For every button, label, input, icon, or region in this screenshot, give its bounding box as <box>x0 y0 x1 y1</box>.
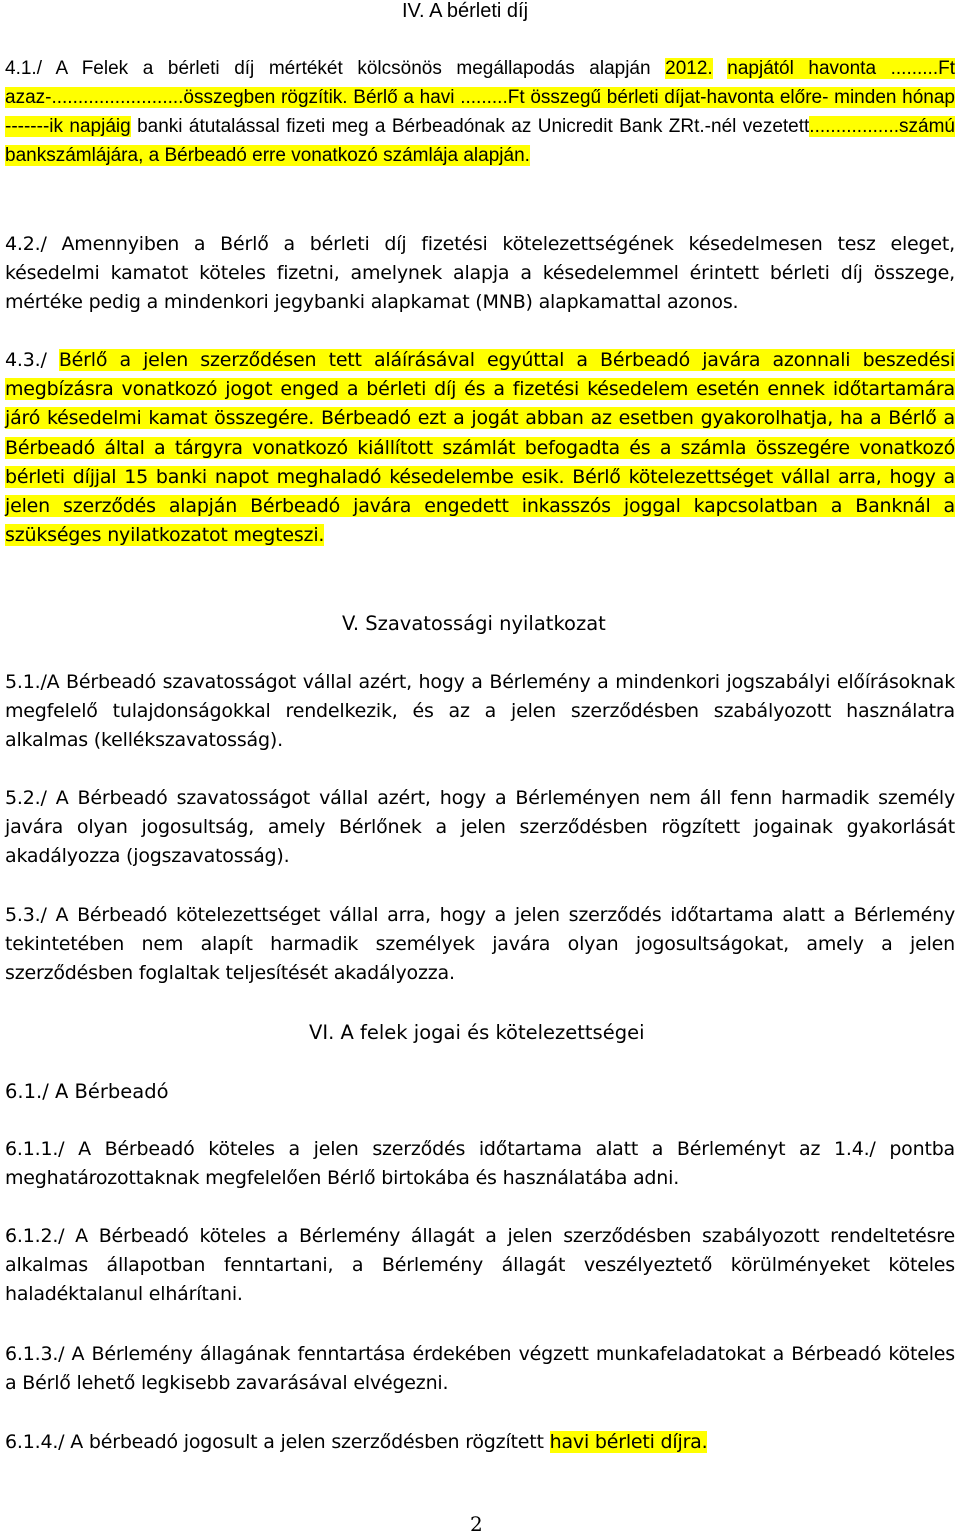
page-number: 2 <box>470 1512 483 1536</box>
paragraph-6-1-3: 6.1.3./ A Bérlemény állagának fenntartása érdekében végzett munkafeladatokat a Bérbeadó köteles a Bérlő lehető legkisebb zavarásával elvégezni. <box>5 1343 955 1395</box>
p41-highlight-account: .................számú bankszámlájára, <box>5 116 955 166</box>
section-iv-title: IV. A bérleti díj <box>402 0 529 22</box>
p41-text-c <box>713 58 728 79</box>
p41-highlight-amount: napjától havonta .........Ft azaz-.........................összegben rögzítik. Bérlő a havi .........Ft összegű bérleti díjat-havonta előre- minden hónap -------ik napjáig <box>5 58 955 137</box>
p41-highlight-year: 2012. <box>665 58 713 79</box>
paragraph-6-1-4 <box>5 1428 955 1457</box>
paragraph-5-3: 5.3./ A Bérbeadó kötelezettséget vállal arra, hogy a jelen szerződés időtartama alatt a Bérlemény tekintetében nem alapít harmadik személyek javára olyan jogosultságokat, amely a jelen szerződésben foglaltak teljesítését akadályozza. <box>5 904 955 985</box>
p43-number: 4.3./ <box>5 349 59 371</box>
paragraph-6-1-2: 6.1.2./ A Bérbeadó köteles a Bérlemény állagát a jelen szerződésben szabályozott rendeltetésre alkalmas állapotban fenntartani, a Bérlemény állagát veszélyeztető körülményeket köteles haladéktalanul elhárítani. <box>5 1225 955 1306</box>
paragraph-5-1: 5.1./A Bérbeadó szavatosságot vállal azért, hogy a Bérlemény a mindenkori jogszabályi előírásoknak megfelelő tulajdonságokkal rendelkezik, és az a jelen szerződésben szabályozott használatra alkalmas (kellékszavatosság). <box>5 671 955 752</box>
p41-text-e: banki átutalással fizeti meg a Bérbeadónak az Unicredit Bank ZRt.-nél vezetett <box>130 116 810 137</box>
paragraph-4-3 <box>5 346 955 550</box>
paragraph-4-1 <box>5 54 955 170</box>
paragraph-4-2: 4.2./ Amennyiben a Bérlő a bérleti díj fizetési kötelezettségének késedelmesen tesz eleget, késedelmi kamatot köteles fizetni, amelynek alapja a késedelemmel érintett bérleti díj összege, mértéke pedig a mindenkori jegybanki alapkamat (MNB) alapkamattal azonos. <box>5 233 955 314</box>
p41-highlight-invoice: a Bérbeadó erre vonatkozó számlája alapján. <box>143 145 530 166</box>
paragraph-5-2: 5.2./ A Bérbeadó szavatosságot vállal azért, hogy a Bérleményen nem áll fenn harmadik személy javára olyan jogosultság, amely Bérlőnek a jelen szerződésben rögzített jogainak gyakorlását akadályozza (jogszavatosság). <box>5 787 955 868</box>
p41-text-a: 4.1./ A Felek a bérleti díj mértékét kölcsönös megállapodás alapján <box>5 58 666 79</box>
p614-highlight: havi bérleti díjra. <box>549 1431 708 1453</box>
p614-text: 6.1.4./ A bérbeadó jogosult a jelen szerződésben rögzített <box>5 1431 550 1453</box>
section-vi-title: VI. A felek jogai és kötelezettségei <box>309 1021 645 1044</box>
subsection-6-1-title: 6.1./ A Bérbeadó <box>5 1080 169 1103</box>
section-v-title: V. Szavatossági nyilatkozat <box>342 612 606 635</box>
paragraph-6-1-1: 6.1.1./ A Bérbeadó köteles a jelen szerződés időtartama alatt a Bérleményt az 1.4./ pontba meghatározottaknak megfelelően Bérlő birtokába és használatába adni. <box>5 1138 955 1190</box>
p43-highlight-text: Bérlő a jelen szerződésen tett aláírásával egyúttal a Bérbeadó javára azonnali beszedési megbízásra vonatkozó jogot enged a bérleti díj és a fizetési késedelem esetén ennek időtartamára járó késedelmi kamat összegére. Bérbeadó ezt a jogát abban az esetben gyakorolhatja, ha a Bérlő a Bérbeadó által a tárgyra vonatkozó kiállított számlát befogadta és a számla összegére vonatkozó bérleti díjjal 15 banki napot meghaladó késedelembe esik. Bérlő kötelezettséget vállal arra, hogy a jelen szerződés alapján Bérbeadó javára engedett inkasszós joggal kapcsolatban a Banknál a szükséges nyilatkozatot megteszi. <box>5 349 956 547</box>
